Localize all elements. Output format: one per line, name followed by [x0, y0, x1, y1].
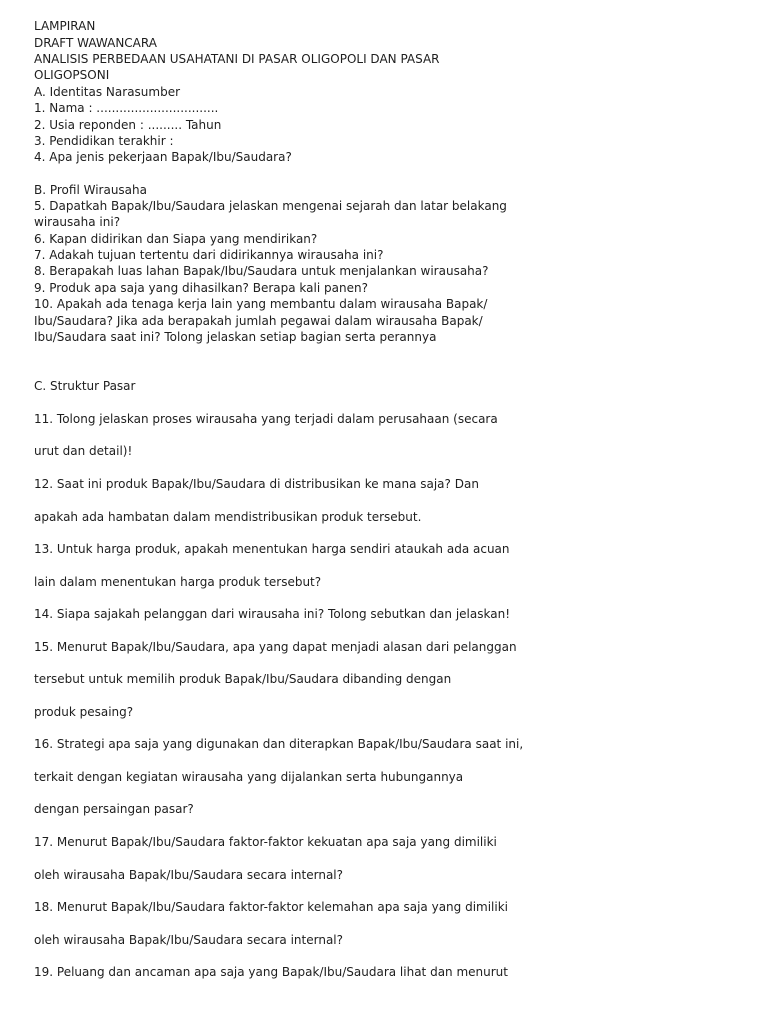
draft-label: DRAFT WAWANCARA [34, 36, 157, 50]
question-10-line-2: Ibu/Saudara? Jika ada berapakah jumlah pegawai dalam wirausaha Bapak/ [34, 314, 483, 328]
question-5-line-1: 5. Dapatkah Bapak/Ibu/Saudara jelaskan mengenai sejarah dan latar belakang [34, 199, 507, 213]
question-11-line-1: 11. Tolong jelaskan proses wirausaha yang terjadi dalam perusahaan (secara [34, 412, 498, 426]
question-17-line-2: oleh wirausaha Bapak/Ibu/Saudara secara internal? [34, 868, 343, 882]
question-13-line-1: 13. Untuk harga produk, apakah menentukan harga sendiri ataukah ada acuan [34, 542, 510, 556]
question-13-line-2: lain dalam menentukan harga produk tersebut? [34, 575, 322, 589]
question-8: 8. Berapakah luas lahan Bapak/Ibu/Saudara untuk menjalankan wirausaha? [34, 264, 489, 278]
document-title-line-2: OLIGOPSONI [34, 68, 110, 82]
question-15-line-3: produk pesaing? [34, 705, 134, 719]
question-19-line-1: 19. Peluang dan ancaman apa saja yang Bapak/Ibu/Saudara lihat dan menurut [34, 965, 508, 979]
question-1: 1. Nama : ................................ [34, 101, 219, 115]
question-16-line-1: 16. Strategi apa saja yang digunakan dan diterapkan Bapak/Ibu/Saudara saat ini, [34, 737, 524, 751]
question-10-line-3: Ibu/Saudara saat ini? Tolong jelaskan setiap bagian serta perannya [34, 330, 437, 344]
question-6: 6. Kapan didirikan dan Siapa yang mendirikan? [34, 232, 318, 246]
appendix-label: LAMPIRAN [34, 19, 96, 33]
question-15-line-1: 15. Menurut Bapak/Ibu/Saudara, apa yang dapat menjadi alasan dari pelanggan [34, 640, 517, 654]
question-14: 14. Siapa sajakah pelanggan dari wirausaha ini? Tolong sebutkan dan jelaskan! [34, 607, 510, 621]
question-18-line-1: 18. Menurut Bapak/Ibu/Saudara faktor-faktor kelemahan apa saja yang dimiliki [34, 900, 509, 914]
question-12-line-1: 12. Saat ini produk Bapak/Ibu/Saudara di distribusikan ke mana saja? Dan [34, 477, 479, 491]
question-5-line-2: wirausaha ini? [34, 215, 121, 229]
question-11-line-2: urut dan detail)! [34, 444, 133, 458]
question-12-line-2: apakah ada hambatan dalam mendistribusikan produk tersebut. [34, 510, 422, 524]
question-10-line-1: 10. Apakah ada tenaga kerja lain yang membantu dalam wirausaha Bapak/ [34, 297, 488, 311]
question-16-line-3: dengan persaingan pasar? [34, 802, 194, 816]
question-4: 4. Apa jenis pekerjaan Bapak/Ibu/Saudara? [34, 150, 292, 164]
question-15-line-2: tersebut untuk memilih produk Bapak/Ibu/Saudara dibanding dengan [34, 672, 452, 686]
document-title-line-1: ANALISIS PERBEDAAN USAHATANI DI PASAR OLIGOPOLI DAN PASAR [34, 52, 440, 66]
question-16-line-2: terkait dengan kegiatan wirausaha yang dijalankan serta hubungannya [34, 770, 464, 784]
question-9: 9. Produk apa saja yang dihasilkan? Berapa kali panen? [34, 281, 368, 295]
question-7: 7. Adakah tujuan tertentu dari didirikannya wirausaha ini? [34, 248, 384, 262]
question-2: 2. Usia reponden : ......... Tahun [34, 118, 222, 132]
question-18-line-2: oleh wirausaha Bapak/Ibu/Saudara secara internal? [34, 933, 343, 947]
section-b-heading: B. Profil Wirausaha [34, 183, 147, 197]
section-c-heading: C. Struktur Pasar [34, 379, 136, 393]
question-17-line-1: 17. Menurut Bapak/Ibu/Saudara faktor-faktor kekuatan apa saja yang dimiliki [34, 835, 497, 849]
question-3: 3. Pendidikan terakhir : [34, 134, 174, 148]
section-a-heading: A. Identitas Narasumber [34, 85, 181, 99]
